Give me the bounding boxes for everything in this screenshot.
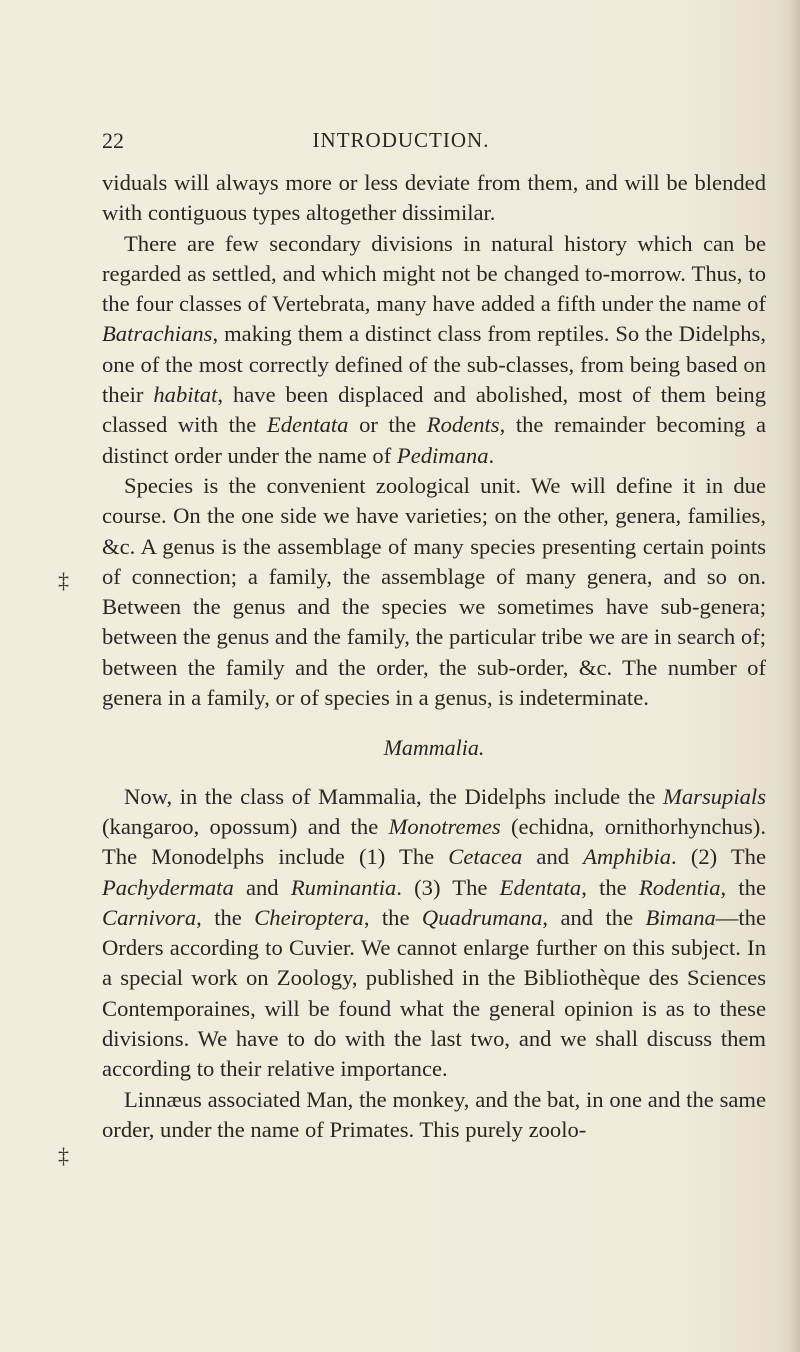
margin-mark: ‡ bbox=[58, 568, 69, 593]
running-head: INTRODUCTION. bbox=[312, 128, 490, 152]
paragraph-3: Species is the convenient zoological unit. We will define it in due course. On the one side we have varieties; on the other, genera, families, &c. A genus is the assemblage of many species presenting certain points of connection; a family, the assemblage of many genera, and so on. Between the genus and the species we sometimes have sub-genera; between the genus and the family, the particular tribe we are in search of; between the family and the order, the sub-order, &c. The number of genera in a family, or of species in a genus, is indeterminate. bbox=[102, 472, 766, 711]
page-header bbox=[102, 128, 700, 158]
page-edge bbox=[790, 0, 800, 1352]
paragraph-1: viduals will always more or less deviate from them, and will be blended with contiguous types altogether dissimilar. bbox=[102, 170, 766, 226]
page-number: 22 bbox=[102, 128, 124, 153]
page-body bbox=[102, 168, 766, 1145]
paragraph-4: Now, in the class of Mammalia, the Didelphs include the Marsupials (kangaroo, opossum) and the Monotremes (echidna, ornithorhynchus). The Monodelphs include (1) The Cetacea and Amphibia. (2) The Pachydermata and Ruminantia. (3) The Edentata, the Rodentia, the Carnivora, the Cheiroptera, the Quadrumana, and the Bimana—the Orders according to Cuvier. We cannot enlarge further on this subject. In a special work on Zoology, published in the Bibliothèque des Sciences Contemporaines, will be found what the general opinion is as to these divisions. We have to do with the last two, and we shall discuss them according to their relative importance. bbox=[102, 783, 766, 1082]
paragraph-2: There are few secondary divisions in natural history which can be regarded as settled, and which might not be changed to-morrow. Thus, to the four classes of Vertebrata, many have added a fifth under the name of Batrachians, making them a distinct class from reptiles. So the Didelphs, one of the most correctly defined of the sub-classes, from being based on their habitat, have been displaced and abolished, most of them being classed with the Edentata or the Rodents, the remainder becoming a distinct order under the name of Pedimana. bbox=[102, 230, 767, 468]
margin-mark: ‡ bbox=[58, 1143, 69, 1168]
section-heading: Mammalia. bbox=[383, 735, 485, 761]
paragraph-5: Linnæus associated Man, the monkey, and the bat, in one and the same order, under the name of Primates. This purely zoolo- bbox=[102, 1086, 766, 1142]
